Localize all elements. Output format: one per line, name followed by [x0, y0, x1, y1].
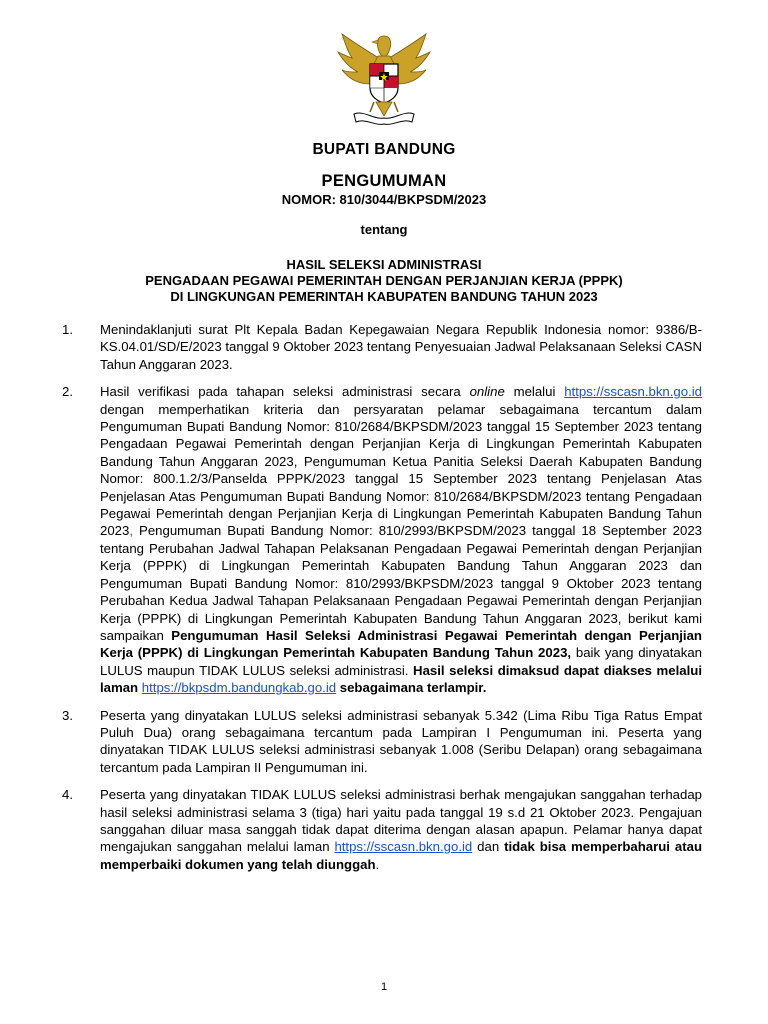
item-text: Peserta yang dinyatakan LULUS seleksi administrasi sebanyak 5.342 (Lima Ribu Tiga Ratus Empat Puluh Dua) orang sebagaimana tercantum pada Lampiran I Pengumuman ini. Peserta yang dinyatakan TIDAK LULUS seleksi administrasi sebanyak 1.008 (Seribu Delapan) orang sebagaimana tercantum pada Lampiran II Pengumuman ini. [100, 707, 702, 775]
item-text: dan [472, 839, 505, 855]
item-text: melalui [504, 384, 565, 400]
item-text: Pengumuman Bupati Bandung Nomor: 810/2993/BKPSDM/2023 tanggal 18 September 2023 tentang Perubahan Jadwal Tahapan Pelaksanan Pengadaan Pegawai Pemerintah dengan Perjanjian Kerja (PPPK) di Lingkungan Pemerintah Kabupaten Bandung Tahun Anggaran 2023 dan Pengumuman Bupati Bandung Nomor: 810/2993/BKPSDM/2023 tanggal 9 Oktober 2023 tentang Perubahan Kedua Jadwal Tahapan Pelaksanaan Pengadaan Pegawai Pemerintah dengan Perjanjian Kerja (PPPK) di Lingkungan Pemerintah Kabupaten Bandung Tahun Anggaran 2023, berikut kami sampaikan [100, 523, 702, 643]
item-text-bold: tidak bisa memperbaharui atau memperbaiki dokumen yang telah diunggah [100, 839, 702, 872]
list-item [62, 707, 702, 777]
item-text: baik yang dinyatakan LULUS maupun TIDAK LULUS seleksi administrasi. [100, 645, 703, 678]
list-item [62, 383, 702, 696]
item-number: 4. [62, 787, 73, 803]
document-type-title: PENGUMUMAN [321, 172, 447, 190]
item-number: 1. [62, 322, 73, 337]
item-text-red: , [129, 523, 134, 539]
subject-line-1: HASIL SELEKSI ADMINISTRASI [286, 257, 482, 272]
about-label: tentang [360, 222, 408, 237]
item-number: 3. [62, 707, 73, 723]
item-text-italic: online [469, 384, 505, 400]
item-text-bold: Pengumuman Hasil Seleksi Administrasi Pegawai Pemerintah dengan Perjanjian Kerja (PPPK) di Lingkungan Pemerintah Kabupaten Bandung Tahun 2023, [100, 627, 702, 661]
item-text: Peserta yang dinyatakan TIDAK LULUS seleksi administrasi berhak mengajukan sanggahan terhadap hasil seleksi administrasi selama 3 (tiga) hari yaitu pada tanggal 19 s.d 21 Oktober 2023. Pengajuan sanggahan diluar masa sanggah tidak dapat diterima dengan alasan apapun. Pelamar hanya dapat mengajukan sanggahan melalui laman [100, 787, 702, 855]
item-text: Menindaklanjuti surat Plt Kepala Badan Kepegawaian Negara Republik Indonesia nomor: 9386/B-KS.04.01/SD/E/2023 tanggal 9 Oktober 2023 tentang Penyesuaian Jadwal Pelaksanaan Seleksi CASN Tahun Anggaran 2023. [100, 322, 702, 372]
issuer-title: BUPATI BANDUNG [312, 141, 456, 158]
sscasn-link[interactable]: https://sscasn.bkn.go.id [334, 839, 473, 855]
announcement-list [62, 321, 702, 883]
list-item [62, 321, 702, 373]
item-text: dengan memperhatikan kriteria dan persyaratan pelamar sebagaimana tercantum dalam Pengumuman Bupati Bandung Nomor: 810/2684/BKPSDM/2023 tanggal 15 September 2023 tentang Pengadaan Pegawai Pemerintah dengan Perjanjian Kerja di Lingkungan Pemerintah Kabupaten Bandung Tahun Anggaran 2023, Pengumuman Ketua Panitia Seleksi Daerah Kabupaten Bandung Nomor: 800.1.2/3/Panselda PPPK/2023 tanggal 15 September 2023 tentang Penjelasan Atas Penjelasan Atas Pengumuman Bupati Bandung Nomor: 810/2684/BKPSDM/2023 tentang Pengadaan Pegawai Pemerintah dengan Perjanjian Kerja di Lingkungan Pemerintah Kabupaten Bandung Tahun 2023 [100, 401, 702, 539]
item-text: . [375, 856, 380, 872]
subject-line-2: PENGADAAN PEGAWAI PEMERINTAH DENGAN PERJANJIAN KERJA (PPPK) [145, 273, 623, 288]
list-item [62, 786, 702, 873]
page-number: 1 [380, 981, 388, 993]
item-number: 2. [62, 384, 73, 400]
sscasn-link[interactable]: https://sscasn.bkn.go.id [564, 384, 703, 400]
item-text-bold: sebagaimana terlampir. [336, 680, 487, 696]
bkpsdm-link[interactable]: https://bkpsdm.bandungkab.go.id [141, 680, 337, 696]
garuda-pancasila-emblem [334, 30, 434, 130]
item-text-bold: Hasil seleksi dimaksud dapat diakses melalui laman [100, 662, 702, 696]
document-number: NOMOR: 810/3044/BKPSDM/2023 [281, 192, 487, 207]
item-text: Hasil verifikasi pada tahapan seleksi administrasi secara [100, 384, 470, 400]
subject-line-3: DI LINGKUNGAN PEMERINTAH KABUPATEN BANDUNG TAHUN 2023 [170, 289, 598, 304]
